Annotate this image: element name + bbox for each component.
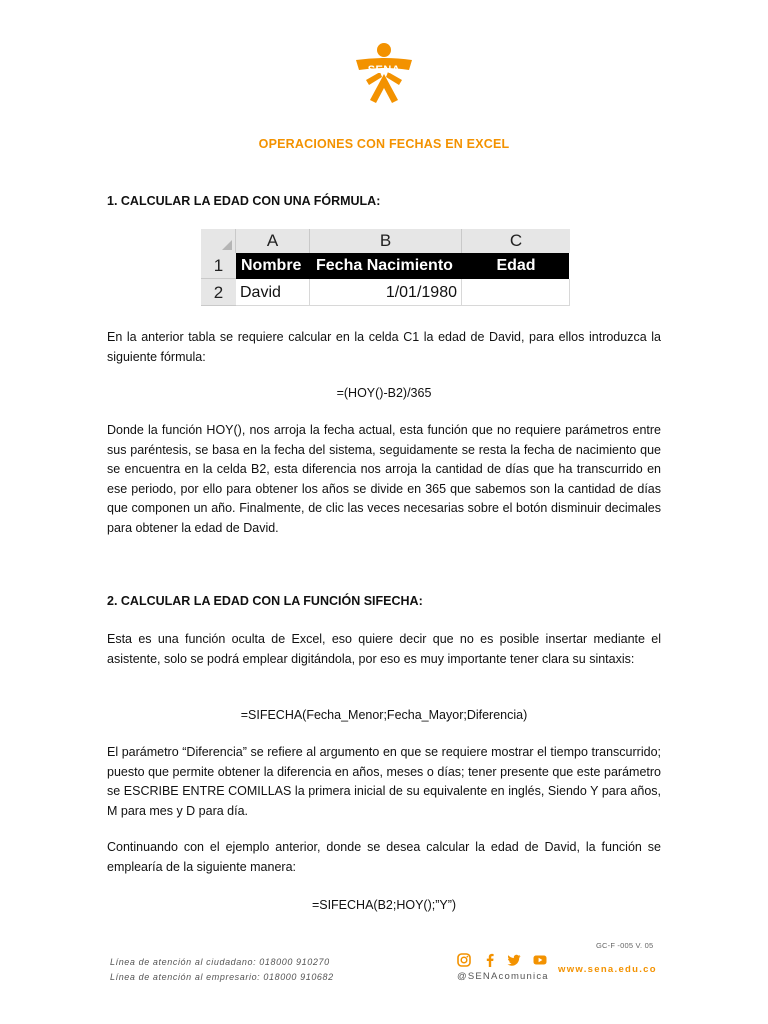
excel-column-b: B (310, 229, 462, 253)
formula-sifecha-example: =SIFECHA(B2;HOY();”Y”) (311, 898, 457, 912)
excel-row-1 (201, 253, 570, 279)
excel-row-number: 1 (201, 253, 236, 279)
excel-cell-b1: Fecha Nacimiento (316, 257, 453, 274)
excel-column-header-row (201, 229, 570, 253)
excel-cell-b2: 1/01/1980 (310, 279, 462, 306)
excel-cell-c1: Edad (496, 257, 536, 274)
sena-logo-text: SENA (367, 64, 401, 76)
website-link[interactable]: www.sena.edu.co (558, 964, 657, 975)
section-1-paragraph-1: En la anterior tabla se requiere calcular en la celda C1 la edad de David, para ellos introduzca la siguiente fórmula: (107, 330, 661, 364)
excel-column-a: A (236, 229, 310, 253)
section-1-heading: 1. CALCULAR LA EDAD CON UNA FÓRMULA: (107, 194, 381, 208)
youtube-icon[interactable] (533, 953, 547, 967)
footer-citizen-line: Línea de atención al ciudadano: 018000 910270 (110, 957, 330, 967)
section-2-heading: 2. CALCULAR LA EDAD CON LA FUNCIÓN SIFECHA: (107, 594, 423, 608)
twitter-icon[interactable] (507, 953, 521, 967)
social-handle[interactable]: @SENAcomunica (457, 971, 549, 982)
document-code: GC-F -005 V. 05 (596, 941, 654, 950)
section-2-paragraph-2: El parámetro “Diferencia” se refiere al argumento en que se requiere mostrar el tiempo transcurrido; puesto que permite obtener la diferencia en años, meses o días; tener presente que este parámetro se ESCRIBE ENTRE COMILLAS la primera inicial de su equivalente en inglés, Siendo Y para años, M para mes y D para día. (107, 745, 661, 818)
excel-corner-cell (201, 229, 236, 253)
footer-business-line: Línea de atención al empresario: 018000 910682 (110, 972, 334, 982)
excel-row-number: 2 (201, 279, 236, 306)
formula-hoy: =(HOY()-B2)/365 (336, 386, 432, 400)
excel-cell-a1: Nombre (241, 257, 302, 274)
excel-table-snippet (201, 229, 570, 306)
sena-logo (354, 42, 414, 104)
excel-row-2 (201, 279, 570, 306)
excel-cell-a2: David (236, 279, 310, 306)
excel-cell-c2 (462, 279, 570, 306)
excel-column-c: C (509, 231, 523, 250)
facebook-icon[interactable] (483, 953, 497, 967)
instagram-icon[interactable] (457, 953, 471, 967)
section-2-paragraph-1: Esta es una función oculta de Excel, eso quiere decir que no es posible insertar mediante el asistente, solo se podrá emplear digitándola, por eso es muy importante tener clara su sintaxis: (107, 632, 661, 666)
document-title: OPERACIONES CON FECHAS EN EXCEL (258, 137, 510, 151)
social-icons (457, 953, 549, 969)
formula-sifecha-syntax: =SIFECHA(Fecha_Menor;Fecha_Mayor;Diferencia) (240, 708, 528, 722)
section-2-paragraph-3: Continuando con el ejemplo anterior, donde se desea calcular la edad de David, la función se emplearía de la siguiente manera: (107, 840, 661, 874)
section-1-paragraph-2: Donde la función HOY(), nos arroja la fecha actual, esta función que no requiere parámetros entre sus paréntesis, se basa en la fecha del sistema, seguidamente se resta la fecha de nacimiento que se encuentra en la celda B2, esta diferencia nos arroja la cantidad de días que ha transcurrido en ese periodo, por ello para obtener los años se divide en 365 que sabemos son la cantidad de días que componen un año. Finalmente, de clic las veces necesarias sobre el botón disminuir decimales para obtener la edad de David. (107, 423, 661, 535)
